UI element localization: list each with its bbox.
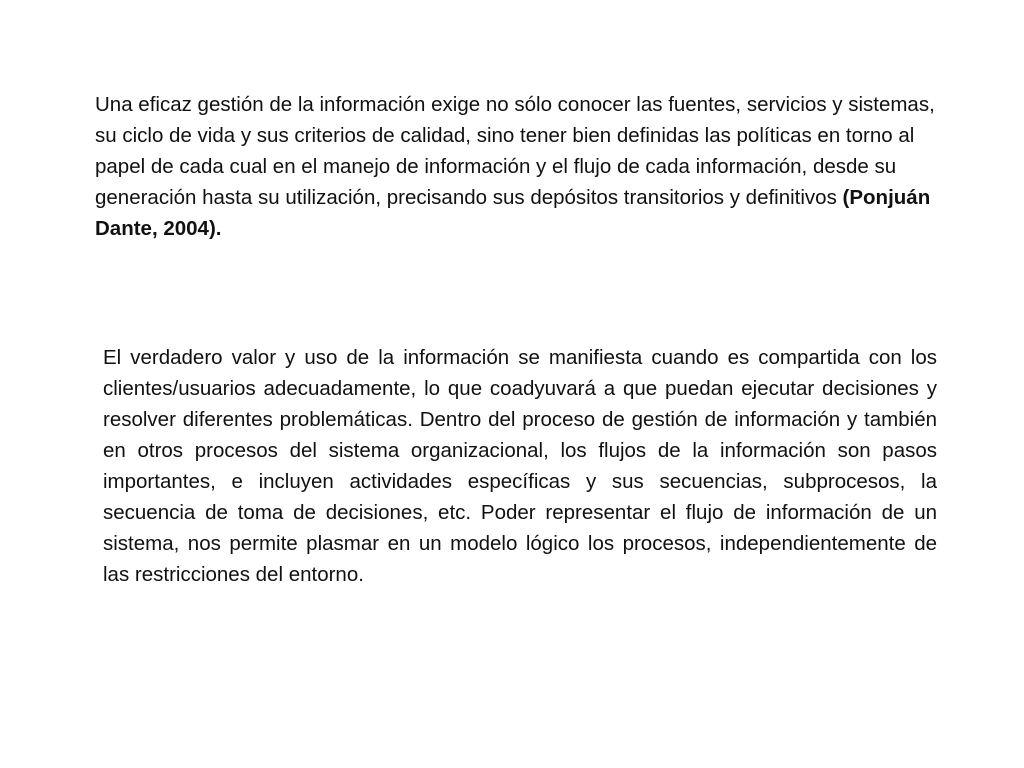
paragraph-information-value: El verdadero valor y uso de la información se manifiesta cuando es compartida con los clientes/usuarios adecuadamente, lo que coadyuvará a que puedan ejecutar decisiones y resolver diferentes problemáticas. Dentro del proceso de gestión de información y también en otros procesos del sistema organizacional, los flujos de la información son pasos importantes, e incluyen actividades específicas y sus secuencias, subprocesos, la secuencia de toma de decisiones, etc. Poder representar el flujo de información de un sistema, nos permite plasmar en un modelo lógico los procesos, independientemente de las restricciones del entorno. [103, 346, 937, 586]
paragraph-1-text: Una eficaz gestión de la información exige no sólo conocer las fuentes, servicios y sistemas, su ciclo de vida y sus criterios de calidad, sino tener bien definidas las políticas en torno al papel de cada cual en el manejo de información y el flujo de cada información, desde su generación hasta su utilización, precisando sus depósitos transitorios y definitivos [95, 93, 935, 209]
citation: (Ponjuán Dante, 2004). [95, 186, 931, 240]
paragraph-information-management [95, 89, 955, 244]
